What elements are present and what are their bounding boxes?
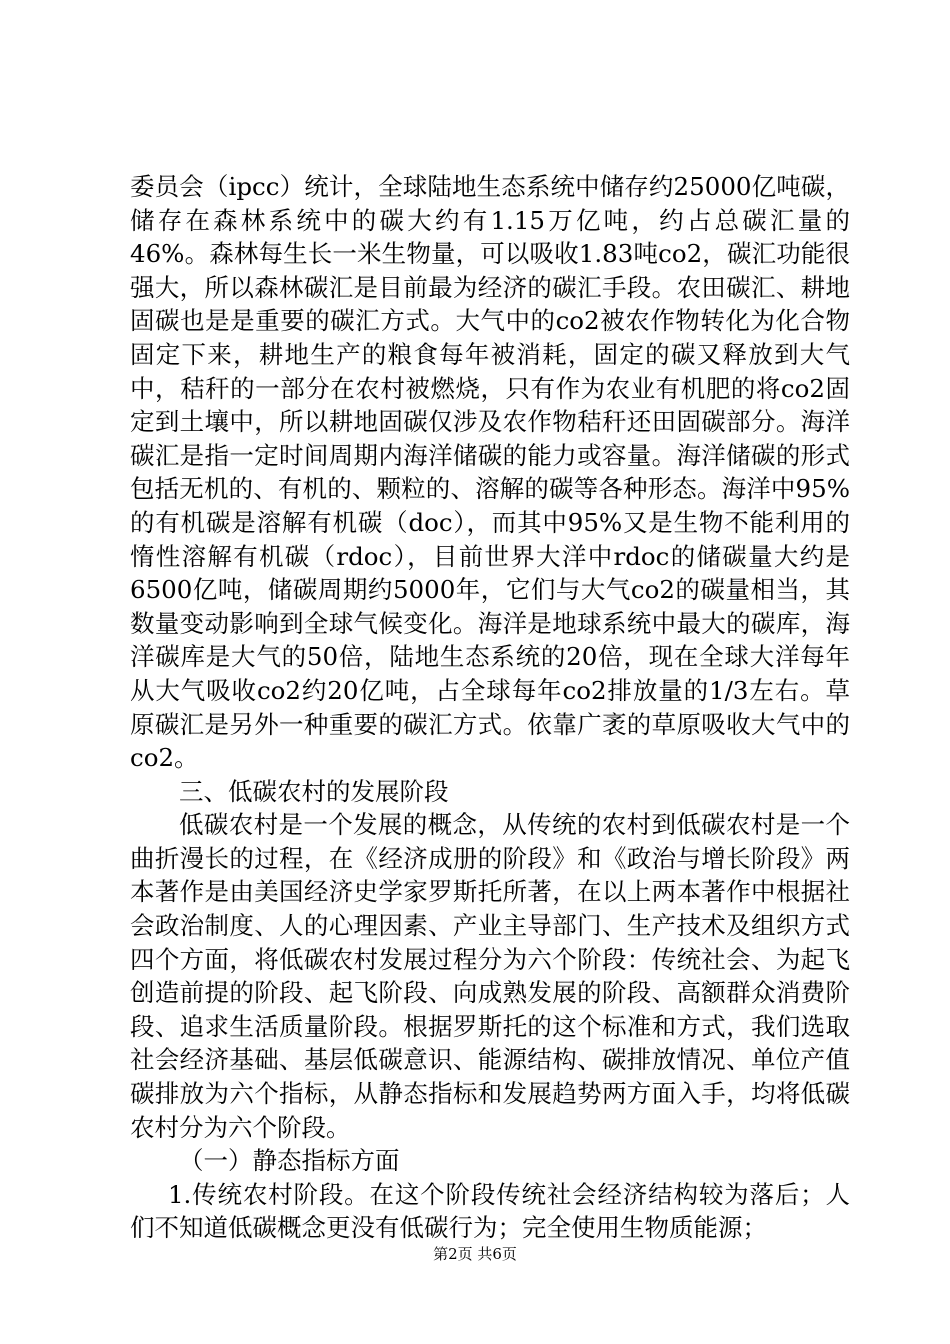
document-body	[130, 170, 850, 1245]
paragraph-low-carbon-concept: 低碳农村是一个发展的概念，从传统的农村到低碳农村是一个曲折漫长的过程，在《经济成册的阶段》和《政治与增长阶段》两本著作是由美国经济史学家罗斯托所著，在以上两本著作中根据社会政治制度、人的心理因素、产业主导部门、生产技术及组织方式四个方面，将低碳农村发展过程分为六个阶段：传统社会、为起飞创造前提的阶段、起飞阶段、向成熟发展的阶段、高额群众消费阶段、追求生活质量阶段。根据罗斯托的这个标准和方式，我们选取社会经济基础、基层低碳意识、能源结构、碳排放情况、单位产值碳排放为六个指标，从静态指标和发展趋势两方面入手，均将低碳农村分为六个阶段。	[130, 810, 850, 1142]
paragraph-carbon-sinks: 委员会（ipcc）统计，全球陆地生态系统中储存约25000亿吨碳，储存在森林系统中的碳大约有1.15万亿吨，约占总碳汇量的46%。森林每生长一米生物量，可以吸收1.83吨co2，碳汇功能很强大，所以森林碳汇是目前最为经济的碳汇手段。农田碳汇、耕地固碳也是是重要的碳汇方式。大气中的co2被农作物转化为化合物固定下来，耕地生产的粮食每年被消耗，固定的碳又释放到大气中，秸秆的一部分在农村被燃烧，只有作为农业有机肥的将co2固定到土壤中，所以耕地固碳仅涉及农作物秸秆还田固碳部分。海洋碳汇是指一定时间周期内海洋储碳的能力或容量。海洋储碳的形式包括无机的、有机的、颗粒的、溶解的碳等各种形态。海洋中95%的有机碳是溶解有机碳（doc），而其中95%又是生物不能利用的惰性溶解有机碳（rdoc），目前世界大洋中rdoc的储碳量大约是6500亿吨，储碳周期约5000年，它们与大气co2的碳量相当，其数量变动影响到全球气候变化。海洋是地球系统中最大的碳库，海洋碳库是大气的50倍，陆地生态系统的20倍，现在全球大洋每年从大气吸收co2约20亿吨，占全球每年co2排放量的1/3左右。草原碳汇是另外一种重要的碳汇方式。依靠广袤的草原吸收大气中的co2。	[130, 172, 850, 773]
section-heading-development-stages: 三、低碳农村的发展阶段	[179, 776, 449, 806]
paragraph-traditional-stage: 1.传统农村阶段。在这个阶段传统社会经济结构较为落后；人们不知道低碳概念更没有低碳行为；完全使用生物质能源；	[130, 1179, 850, 1243]
subsection-heading-static-indicators: （一）静态指标方面	[179, 1146, 400, 1176]
page-number-footer: 第2页 共6页	[433, 1245, 517, 1263]
